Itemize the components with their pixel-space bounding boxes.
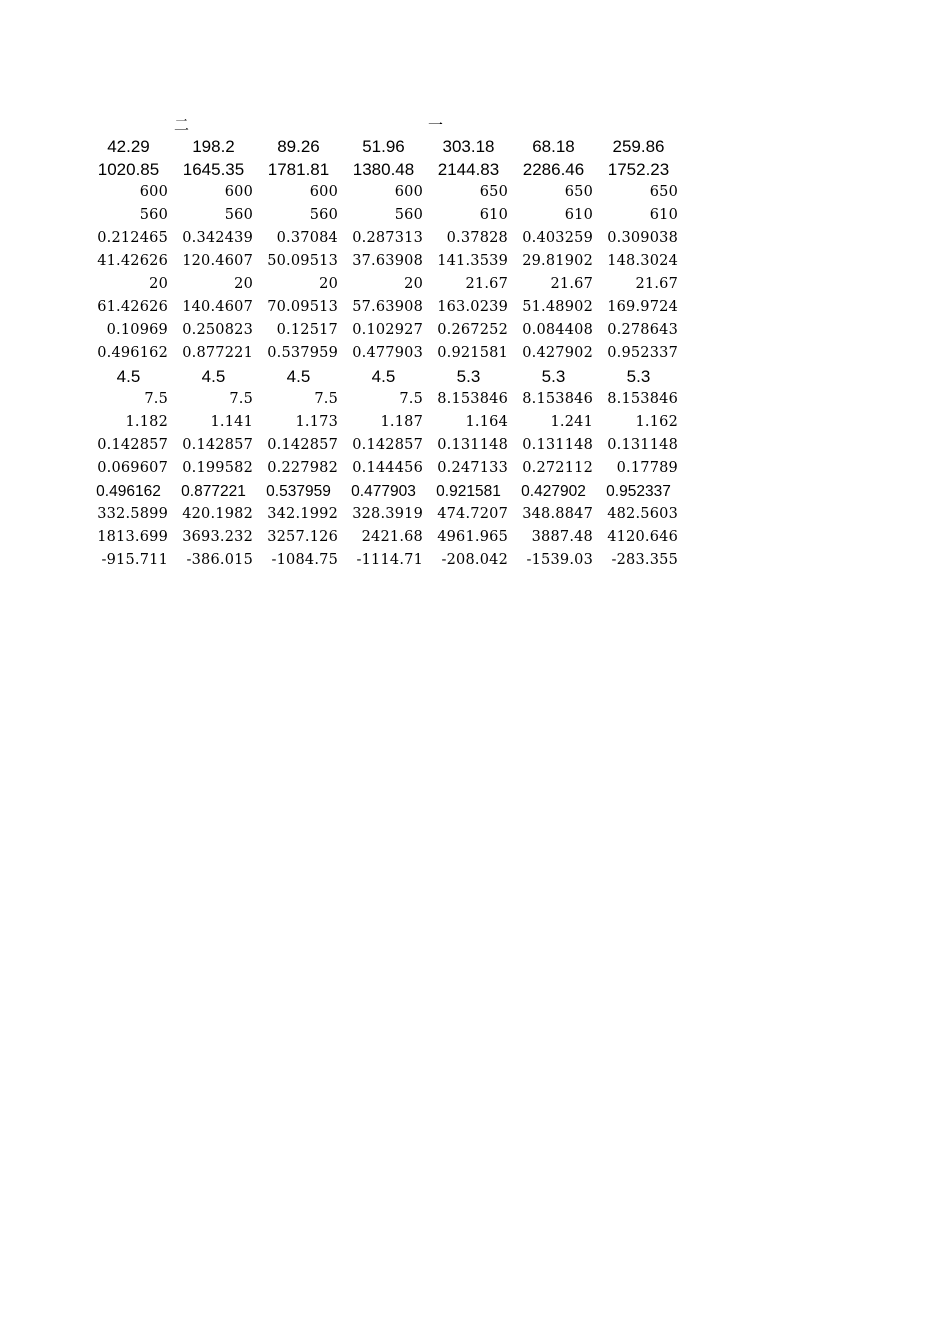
table-cell[interactable]: 0.427902 [521, 483, 586, 500]
table-cell[interactable]: 1.141 [210, 414, 253, 430]
table-cell[interactable]: 0.309038 [607, 230, 678, 246]
table-cell[interactable]: 4.5 [201, 367, 226, 386]
table-cell[interactable]: 0.477903 [351, 483, 416, 500]
table-cell[interactable]: 1.187 [380, 414, 423, 430]
table-cell[interactable]: 600 [309, 184, 338, 200]
spreadsheet-grid [86, 112, 686, 572]
table-row [86, 365, 686, 388]
table-cell[interactable]: 610 [564, 207, 593, 223]
table-cell[interactable]: 0.342439 [182, 230, 253, 246]
table-cell[interactable]: 0.142857 [267, 437, 338, 453]
table-cell[interactable]: 610 [479, 207, 508, 223]
table-cell[interactable]: 0.102927 [352, 322, 423, 338]
table-cell[interactable]: 120.4607 [182, 253, 253, 269]
table-row [86, 158, 686, 181]
table-cell[interactable]: 21.67 [550, 276, 593, 292]
table-cell[interactable]: 1380.48 [352, 160, 415, 179]
table-cell[interactable]: 37.63908 [352, 253, 423, 269]
table-cell[interactable]: 0.131148 [607, 437, 678, 453]
table-cell[interactable]: 0.199582 [182, 460, 253, 476]
table-cell[interactable]: 328.3919 [352, 506, 423, 522]
table-cell[interactable]: 650 [479, 184, 508, 200]
table-cell[interactable]: 4120.646 [607, 529, 678, 545]
table-cell[interactable]: 1020.85 [97, 160, 160, 179]
table-cell[interactable]: 2286.46 [522, 160, 585, 179]
table-cell[interactable]: 51.48902 [522, 299, 593, 315]
table-cell[interactable]: 198.2 [192, 137, 235, 156]
table-row [86, 250, 686, 273]
table-cell[interactable]: -283.355 [611, 552, 678, 568]
table-cell[interactable]: 0.247133 [437, 460, 508, 476]
table-cell[interactable]: 560 [224, 207, 253, 223]
table-row [86, 457, 686, 480]
table-cell[interactable]: 342.1992 [267, 506, 338, 522]
table-cell[interactable]: 20 [404, 276, 423, 292]
table-cell[interactable]: 3887.48 [531, 529, 593, 545]
table-cell[interactable]: 0.952337 [607, 345, 678, 361]
header-cell: 一 [428, 116, 444, 134]
table-cell[interactable]: 7.5 [314, 391, 338, 407]
table-cell[interactable]: 1.182 [125, 414, 168, 430]
header-cell: 二 [174, 116, 190, 134]
table-cell[interactable]: 560 [139, 207, 168, 223]
table-cell[interactable]: 8.153846 [437, 391, 508, 407]
table-row [86, 388, 686, 411]
table-row [86, 227, 686, 250]
table-cell[interactable]: 0.287313 [352, 230, 423, 246]
table-cell[interactable]: 0.952337 [606, 483, 671, 500]
table-cell[interactable]: 4.5 [286, 367, 311, 386]
table-cell[interactable]: 169.9724 [607, 299, 678, 315]
table-row [86, 296, 686, 319]
table-cell[interactable]: 0.084408 [522, 322, 593, 338]
table-cell[interactable]: 51.96 [362, 137, 405, 156]
table-cell[interactable]: 1.162 [635, 414, 678, 430]
table-cell[interactable]: 0.142857 [352, 437, 423, 453]
table-cell[interactable]: 42.29 [107, 137, 150, 156]
table-cell[interactable]: 0.227982 [267, 460, 338, 476]
table-cell[interactable]: 0.12517 [276, 322, 338, 338]
table-cell[interactable]: 474.7207 [437, 506, 508, 522]
table-row [86, 526, 686, 549]
table-cell[interactable]: 1.164 [465, 414, 508, 430]
table-row [86, 135, 686, 158]
table-cell[interactable]: 20 [149, 276, 168, 292]
table-row [86, 549, 686, 572]
table-cell[interactable]: 0.403259 [522, 230, 593, 246]
table-cell[interactable]: 1.241 [550, 414, 593, 430]
table-cell[interactable]: 303.18 [442, 137, 495, 156]
table-cell[interactable]: 0.921581 [437, 345, 508, 361]
table-cell[interactable]: 0.131148 [437, 437, 508, 453]
table-cell[interactable]: 259.86 [612, 137, 665, 156]
table-cell[interactable]: 600 [394, 184, 423, 200]
table-cell[interactable]: 0.496162 [97, 345, 168, 361]
table-cell[interactable]: 8.153846 [607, 391, 678, 407]
table-cell[interactable]: -208.042 [441, 552, 508, 568]
table-cell[interactable]: 1.173 [295, 414, 338, 430]
table-cell[interactable]: 0.921581 [436, 483, 501, 500]
table-cell[interactable]: 0.250823 [182, 322, 253, 338]
table-cell[interactable]: 0.144456 [352, 460, 423, 476]
table-cell[interactable]: 4961.965 [437, 529, 508, 545]
table-row [86, 204, 686, 227]
table-cell[interactable]: 560 [309, 207, 338, 223]
table-cell[interactable]: 0.37828 [446, 230, 508, 246]
header-row [86, 112, 686, 135]
table-cell[interactable]: -386.015 [186, 552, 253, 568]
table-cell[interactable]: 600 [224, 184, 253, 200]
table-cell[interactable]: -915.711 [101, 552, 168, 568]
table-cell[interactable]: 610 [649, 207, 678, 223]
table-cell[interactable]: 163.0239 [437, 299, 508, 315]
table-cell[interactable]: 50.09513 [267, 253, 338, 269]
table-cell[interactable]: 8.153846 [522, 391, 593, 407]
table-cell[interactable]: 0.212465 [97, 230, 168, 246]
table-cell[interactable]: 0.17789 [616, 460, 678, 476]
table-cell[interactable]: 3257.126 [267, 529, 338, 545]
table-cell[interactable]: 141.3539 [437, 253, 508, 269]
table-cell[interactable]: 1813.699 [97, 529, 168, 545]
table-cell[interactable]: 0.477903 [352, 345, 423, 361]
table-row [86, 181, 686, 204]
table-cell[interactable]: 5.3 [456, 367, 481, 386]
table-cell[interactable]: 89.26 [277, 137, 320, 156]
table-cell[interactable]: 20 [234, 276, 253, 292]
table-cell[interactable]: 29.81902 [522, 253, 593, 269]
table-cell[interactable]: 4.5 [371, 367, 396, 386]
table-cell[interactable]: 5.3 [541, 367, 566, 386]
table-cell[interactable]: 0.537959 [267, 345, 338, 361]
table-row [86, 411, 686, 434]
table-cell[interactable]: -1084.75 [271, 552, 338, 568]
table-cell[interactable]: 0.537959 [266, 483, 331, 500]
table-cell[interactable]: -1114.71 [356, 552, 423, 568]
table-cell[interactable]: 140.4607 [182, 299, 253, 315]
table-cell[interactable]: 0.142857 [97, 437, 168, 453]
table-cell[interactable]: 1752.23 [607, 160, 670, 179]
table-cell[interactable]: 1645.35 [182, 160, 245, 179]
table-row [86, 434, 686, 457]
table-cell[interactable]: 2421.68 [361, 529, 423, 545]
table-cell[interactable]: 0.142857 [182, 437, 253, 453]
table-cell[interactable]: 420.1982 [182, 506, 253, 522]
table-cell[interactable]: 0.069607 [97, 460, 168, 476]
table-cell[interactable]: 600 [139, 184, 168, 200]
table-cell[interactable]: 41.42626 [97, 253, 168, 269]
table-cell[interactable]: 70.09513 [267, 299, 338, 315]
table-cell[interactable]: 0.37084 [276, 230, 338, 246]
table-cell[interactable]: 332.5899 [97, 506, 168, 522]
table-row [86, 342, 686, 365]
table-cell[interactable]: -1539.03 [526, 552, 593, 568]
table-cell[interactable]: 0.496162 [96, 483, 161, 500]
table-cell[interactable]: 7.5 [399, 391, 423, 407]
table-cell[interactable]: 2144.83 [437, 160, 500, 179]
table-row [86, 273, 686, 296]
table-cell[interactable]: 68.18 [532, 137, 575, 156]
table-cell[interactable]: 348.8847 [522, 506, 593, 522]
table-cell[interactable]: 0.278643 [607, 322, 678, 338]
table-cell[interactable]: 20 [319, 276, 338, 292]
table-cell[interactable]: 560 [394, 207, 423, 223]
table-cell[interactable]: 21.67 [465, 276, 508, 292]
table-cell[interactable]: 61.42626 [97, 299, 168, 315]
table-cell[interactable]: 0.10969 [106, 322, 168, 338]
table-cell[interactable]: 5.3 [626, 367, 651, 386]
table-cell[interactable]: 0.267252 [437, 322, 508, 338]
table-cell[interactable]: 4.5 [116, 367, 141, 386]
data-rows [86, 135, 686, 572]
table-cell[interactable]: 0.131148 [522, 437, 593, 453]
table-cell[interactable]: 650 [564, 184, 593, 200]
table-cell[interactable]: 650 [649, 184, 678, 200]
table-row [86, 503, 686, 526]
table-cell[interactable]: 57.63908 [352, 299, 423, 315]
table-cell[interactable]: 0.877221 [182, 345, 253, 361]
table-cell[interactable]: 1781.81 [267, 160, 330, 179]
table-cell[interactable]: 21.67 [635, 276, 678, 292]
table-cell[interactable]: 0.427902 [522, 345, 593, 361]
table-row [86, 319, 686, 342]
table-cell[interactable]: 7.5 [144, 391, 168, 407]
table-cell[interactable]: 0.877221 [181, 483, 246, 500]
table-cell[interactable]: 148.3024 [607, 253, 678, 269]
table-cell[interactable]: 0.272112 [522, 460, 593, 476]
table-cell[interactable]: 7.5 [229, 391, 253, 407]
table-row [86, 480, 686, 503]
table-cell[interactable]: 482.5603 [607, 506, 678, 522]
table-cell[interactable]: 3693.232 [182, 529, 253, 545]
